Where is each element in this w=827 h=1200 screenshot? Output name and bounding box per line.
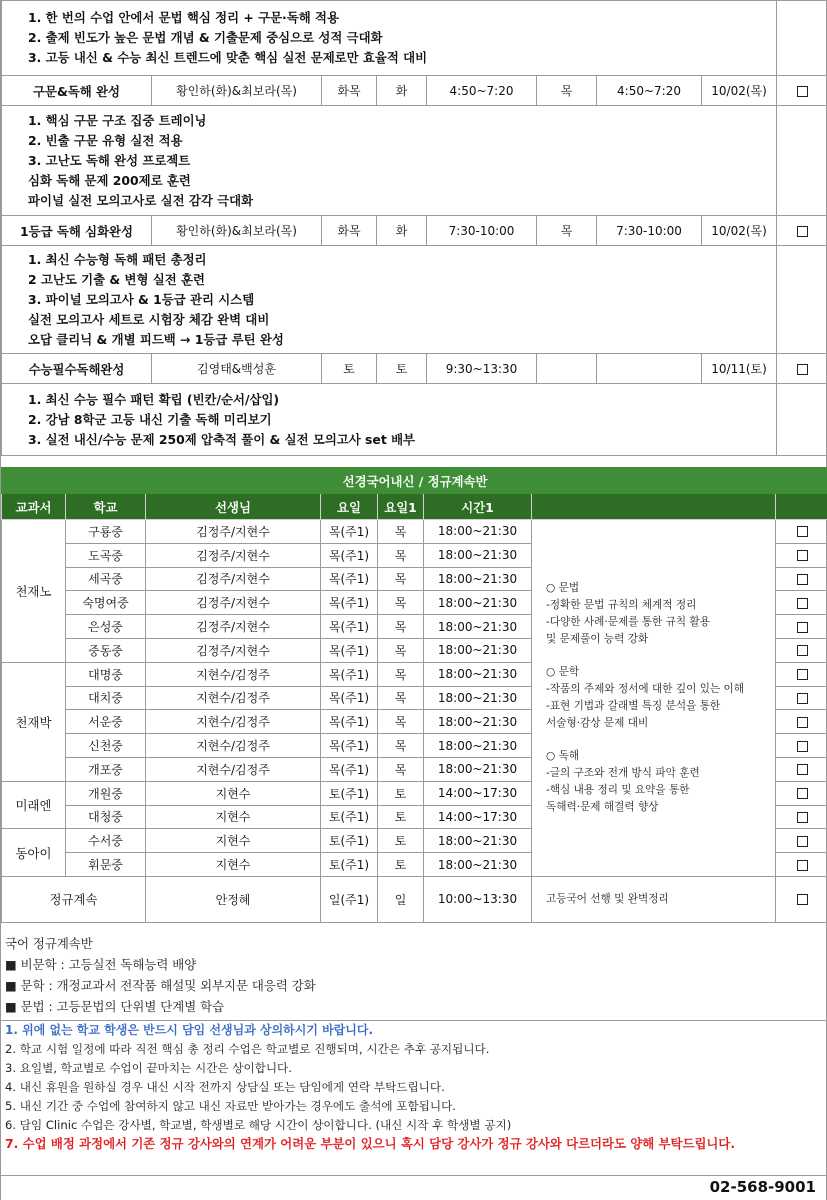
note-line: ○ 독해 bbox=[546, 749, 580, 762]
class-day: 목(주1) bbox=[321, 662, 378, 686]
curriculum-notes bbox=[532, 520, 776, 877]
section-title: 선경국어내신 / 정규계속반 bbox=[2, 468, 827, 494]
course-days: 화목 bbox=[322, 76, 377, 106]
header-textbook: 교과서 bbox=[2, 494, 66, 520]
note-line: -다양한 사례·문제를 통한 규칙 활용 bbox=[546, 615, 710, 628]
course-check-cell bbox=[777, 354, 827, 384]
teacher-name: 지현수/김정주 bbox=[146, 734, 321, 758]
school-name: 중동중 bbox=[66, 638, 146, 662]
checkbox[interactable] bbox=[797, 717, 808, 728]
check-cell bbox=[776, 662, 827, 686]
regular-info-line: ■ 문학 : 개정교과서 전작품 해설및 외부지문 대응력 강화 bbox=[5, 978, 316, 993]
header-note bbox=[532, 494, 776, 520]
course-teacher: 황인하(화)&최보라(목) bbox=[152, 76, 322, 106]
check-cell bbox=[776, 638, 827, 662]
checkbox[interactable] bbox=[797, 364, 808, 375]
class-day1: 목 bbox=[378, 543, 424, 567]
check-cell bbox=[776, 543, 827, 567]
regular-class-name: 정규계속 bbox=[2, 876, 146, 922]
class-day: 목(주1) bbox=[321, 686, 378, 710]
check-cell bbox=[776, 615, 827, 639]
teacher-name: 지현수/김정주 bbox=[146, 757, 321, 781]
empty-cell bbox=[777, 1, 827, 76]
phone-number: 02-568-9001 bbox=[709, 1178, 816, 1196]
checkbox[interactable] bbox=[797, 764, 808, 775]
teacher-name: 김정주/지현수 bbox=[146, 615, 321, 639]
course-start-date: 10/02(목) bbox=[702, 76, 777, 106]
course-teacher: 황인하(화)&최보라(목) bbox=[152, 216, 322, 246]
note-block bbox=[546, 664, 769, 732]
header-school: 학교 bbox=[66, 494, 146, 520]
class-day: 목(주1) bbox=[321, 757, 378, 781]
checkbox[interactable] bbox=[797, 622, 808, 633]
class-day1: 토 bbox=[378, 805, 424, 829]
class-day1: 목 bbox=[378, 710, 424, 734]
checkbox[interactable] bbox=[797, 812, 808, 823]
description-line: 3. 고난도 독해 완성 프로젝트 bbox=[28, 152, 191, 168]
description-line: 파이널 실전 모의고사로 실전 감각 극대화 bbox=[28, 192, 254, 208]
note-line: 서술형·감상 문제 대비 bbox=[546, 716, 649, 729]
empty-cell bbox=[777, 106, 827, 216]
course-description-row bbox=[2, 246, 827, 354]
checkbox[interactable] bbox=[797, 788, 808, 799]
course-check-cell bbox=[777, 216, 827, 246]
class-time: 18:00~21:30 bbox=[424, 543, 532, 567]
checkbox[interactable] bbox=[797, 645, 808, 656]
class-time: 10:00~13:30 bbox=[424, 876, 532, 922]
class-time: 18:00~21:30 bbox=[424, 662, 532, 686]
school-name: 개포중 bbox=[66, 757, 146, 781]
course-day2: 목 bbox=[537, 216, 597, 246]
description-line: 1. 최신 수능 필수 패턴 확립 (빈칸/순서/삽입) bbox=[28, 391, 280, 407]
class-time: 18:00~21:30 bbox=[424, 734, 532, 758]
table-header bbox=[2, 494, 827, 520]
course-teacher: 김영태&백성훈 bbox=[152, 354, 322, 384]
note-line: ○ 문학 bbox=[546, 665, 580, 678]
school-name: 세곡중 bbox=[66, 567, 146, 591]
school-name: 구룡중 bbox=[66, 520, 146, 544]
course-row bbox=[2, 216, 827, 246]
teacher-name: 김정주/지현수 bbox=[146, 567, 321, 591]
checkbox[interactable] bbox=[797, 226, 808, 237]
checkbox[interactable] bbox=[797, 598, 808, 609]
textbook-group: 천재노 bbox=[2, 520, 66, 663]
notices bbox=[1, 1020, 827, 1153]
description-line: 실전 모의고사 세트로 시험장 체감 완벽 대비 bbox=[28, 311, 270, 327]
class-time: 18:00~21:30 bbox=[424, 757, 532, 781]
description-line: 1. 핵심 구문 구조 집중 트레이닝 bbox=[28, 112, 207, 128]
check-cell bbox=[776, 805, 827, 829]
course-title: 구문&독해 완성 bbox=[2, 76, 152, 106]
check-cell bbox=[776, 781, 827, 805]
description-line: 2 고난도 기출 & 변형 실전 훈련 bbox=[28, 271, 205, 287]
school-name: 서운중 bbox=[66, 710, 146, 734]
class-day1: 일 bbox=[378, 876, 424, 922]
checkbox[interactable] bbox=[797, 836, 808, 847]
note-block bbox=[546, 748, 769, 816]
regular-info-title: 국어 정규계속반 bbox=[5, 936, 93, 951]
class-day1: 토 bbox=[378, 829, 424, 853]
course-start-date: 10/11(토) bbox=[702, 354, 777, 384]
course-check-cell bbox=[777, 76, 827, 106]
school-name: 대명중 bbox=[66, 662, 146, 686]
checkbox[interactable] bbox=[797, 693, 808, 704]
class-time: 14:00~17:30 bbox=[424, 781, 532, 805]
class-day: 토(주1) bbox=[321, 853, 378, 877]
class-day: 일(주1) bbox=[321, 876, 378, 922]
course-title: 수능필수독해완성 bbox=[2, 354, 152, 384]
header-check bbox=[776, 494, 827, 520]
class-day: 토(주1) bbox=[321, 829, 378, 853]
note-line: -표현 기법과 갈래별 특징 분석을 통한 bbox=[546, 699, 721, 712]
teacher-name: 지현수 bbox=[146, 781, 321, 805]
checkbox[interactable] bbox=[797, 574, 808, 585]
description-line: 2. 강남 8학군 고등 내신 기출 독해 미리보기 bbox=[28, 411, 272, 427]
checkbox[interactable] bbox=[797, 894, 808, 905]
textbook-group: 동아이 bbox=[2, 829, 66, 877]
class-day: 토(주1) bbox=[321, 805, 378, 829]
regular-class-row bbox=[2, 876, 827, 922]
class-day1: 목 bbox=[378, 638, 424, 662]
class-day1: 목 bbox=[378, 591, 424, 615]
textbook-group: 천재박 bbox=[2, 662, 66, 781]
check-cell bbox=[776, 686, 827, 710]
check-cell bbox=[776, 853, 827, 877]
course-time2 bbox=[597, 354, 702, 384]
regular-info bbox=[1, 933, 827, 1017]
check-cell bbox=[776, 829, 827, 853]
checkbox[interactable] bbox=[797, 86, 808, 97]
teacher-name: 안정혜 bbox=[146, 876, 321, 922]
note-line: 및 문제풀이 능력 강화 bbox=[546, 632, 649, 645]
class-time: 18:00~21:30 bbox=[424, 567, 532, 591]
teacher-name: 지현수/김정주 bbox=[146, 710, 321, 734]
course-title: 1등급 독해 심화완성 bbox=[2, 216, 152, 246]
divider bbox=[1, 1175, 827, 1176]
class-day: 토(주1) bbox=[321, 781, 378, 805]
regular-info-line: ■ 문법 : 고등문법의 단위별 단계별 학습 bbox=[5, 999, 225, 1014]
notice-item-warning: 7. 수업 배정 과정에서 기존 정규 강사와의 연계가 어려운 부분이 있으니 혹시 담당 강사가 정규 강사와 다르더라도 양해 부탁드립니다. bbox=[5, 1136, 736, 1151]
notice-item: 4. 내신 휴원을 원하실 경우 내신 시작 전까지 상담실 또는 담임에게 연락 부탁드립니다. bbox=[5, 1080, 445, 1094]
class-time: 18:00~21:30 bbox=[424, 638, 532, 662]
check-cell bbox=[776, 734, 827, 758]
course-time2: 7:30-10:00 bbox=[597, 216, 702, 246]
class-day: 목(주1) bbox=[321, 710, 378, 734]
class-time: 18:00~21:30 bbox=[424, 829, 532, 853]
course-table bbox=[1, 0, 827, 456]
teacher-name: 지현수/김정주 bbox=[146, 662, 321, 686]
note-block bbox=[546, 580, 769, 648]
school-name: 수서중 bbox=[66, 829, 146, 853]
textbook-group: 미래엔 bbox=[2, 781, 66, 829]
course-description-row bbox=[2, 106, 827, 216]
teacher-name: 김정주/지현수 bbox=[146, 520, 321, 544]
header-teacher: 선생님 bbox=[146, 494, 321, 520]
course-time2: 4:50~7:20 bbox=[597, 76, 702, 106]
notice-item: 1. 위에 없는 학교 학생은 반드시 담임 선생님과 상의하시기 바랍니다. bbox=[5, 1023, 374, 1037]
header-time1: 시간1 bbox=[424, 494, 532, 520]
school-name: 신천중 bbox=[66, 734, 146, 758]
notice-item: 6. 담임 Clinic 수업은 강사별, 학교별, 학생별로 해당 시간이 상이합니다. (내신 시작 후 학생별 공지) bbox=[5, 1118, 512, 1132]
course-description bbox=[2, 246, 777, 354]
course-time1: 9:30~13:30 bbox=[427, 354, 537, 384]
teacher-name: 김정주/지현수 bbox=[146, 543, 321, 567]
description-line: 심화 독해 문제 200제로 훈련 bbox=[28, 172, 191, 188]
empty-cell bbox=[777, 384, 827, 456]
checkbox[interactable] bbox=[797, 669, 808, 680]
class-time: 14:00~17:30 bbox=[424, 805, 532, 829]
course-time1: 4:50~7:20 bbox=[427, 76, 537, 106]
school-name: 은성중 bbox=[66, 615, 146, 639]
course-day1: 화 bbox=[377, 216, 427, 246]
school-name: 숙명여중 bbox=[66, 591, 146, 615]
check-cell bbox=[776, 757, 827, 781]
course-description: 1. 한 번의 수업 안에서 문법 핵심 정리 + 구문·독해 적용 2. 출제 빈도가 높은 문법 개념 & 기출문제 중심으로 성적 극대화 3. 고등 내신 & 수능 최신 트렌드에 맞춘 핵심 실전 문제로만 효율적 대비 bbox=[2, 1, 777, 76]
description-line: 2. 빈출 구문 유형 실전 적용 bbox=[28, 132, 183, 148]
teacher-name: 지현수/김정주 bbox=[146, 686, 321, 710]
note-line: -작품의 주제와 정서에 대한 깊이 있는 이해 bbox=[546, 682, 744, 695]
empty-cell bbox=[777, 246, 827, 354]
course-description bbox=[2, 106, 777, 216]
course-row bbox=[2, 76, 827, 106]
school-name: 휘문중 bbox=[66, 853, 146, 877]
class-day1: 토 bbox=[378, 781, 424, 805]
course-days: 화목 bbox=[322, 216, 377, 246]
course-day2: 목 bbox=[537, 76, 597, 106]
class-day: 목(주1) bbox=[321, 638, 378, 662]
note-line: -글의 구조와 전개 방식 파악 훈련 bbox=[546, 766, 700, 779]
course-day1: 토 bbox=[377, 354, 427, 384]
notice-item: 3. 요일별, 학교별로 수업이 끝마치는 시간은 상이합니다. bbox=[5, 1061, 292, 1075]
regular-note: 고등국어 선행 및 완벽정리 bbox=[532, 876, 776, 922]
class-day1: 목 bbox=[378, 686, 424, 710]
description-line: 3. 파이널 모의고사 & 1등급 관리 시스템 bbox=[28, 291, 255, 307]
class-day: 목(주1) bbox=[321, 567, 378, 591]
class-day: 목(주1) bbox=[321, 520, 378, 544]
course-day1: 화 bbox=[377, 76, 427, 106]
school-name: 대청중 bbox=[66, 805, 146, 829]
class-day1: 토 bbox=[378, 853, 424, 877]
teacher-name: 김정주/지현수 bbox=[146, 638, 321, 662]
class-time: 18:00~21:30 bbox=[424, 615, 532, 639]
checkbox[interactable] bbox=[797, 741, 808, 752]
course-row bbox=[2, 354, 827, 384]
class-time: 18:00~21:30 bbox=[424, 686, 532, 710]
class-time: 18:00~21:30 bbox=[424, 520, 532, 544]
header-day1: 요일1 bbox=[378, 494, 424, 520]
check-cell bbox=[776, 710, 827, 734]
course-day2 bbox=[537, 354, 597, 384]
class-time: 18:00~21:30 bbox=[424, 591, 532, 615]
description-line: 1. 최신 수능형 독해 패턴 총정리 bbox=[28, 251, 207, 267]
note-line: ○ 문법 bbox=[546, 581, 580, 594]
course-days: 토 bbox=[322, 354, 377, 384]
teacher-name: 지현수 bbox=[146, 805, 321, 829]
checkbox[interactable] bbox=[797, 526, 808, 537]
class-time: 18:00~21:30 bbox=[424, 710, 532, 734]
notice-item: 5. 내신 기간 중 수업에 참여하지 않고 내신 자료만 받아가는 경우에도 출석에 포함됩니다. bbox=[5, 1099, 456, 1113]
teacher-name: 지현수 bbox=[146, 853, 321, 877]
note-line: -정확한 문법 규칙의 체계적 정리 bbox=[546, 598, 697, 611]
class-day1: 목 bbox=[378, 734, 424, 758]
description-line: 3. 실전 내신/수능 문제 250제 압축적 풀이 & 실전 모의고사 set 배부 bbox=[28, 431, 416, 447]
course-time1: 7:30-10:00 bbox=[427, 216, 537, 246]
class-day: 목(주1) bbox=[321, 543, 378, 567]
notice-item: 2. 학교 시험 일정에 따라 직전 핵심 총 정리 수업은 학교별로 진행되며, 시간은 추후 공지됩니다. bbox=[5, 1042, 490, 1056]
teacher-name: 지현수 bbox=[146, 829, 321, 853]
check-cell bbox=[776, 591, 827, 615]
school-name: 개원중 bbox=[66, 781, 146, 805]
class-day1: 목 bbox=[378, 662, 424, 686]
course-description bbox=[2, 384, 777, 456]
course-start-date: 10/02(목) bbox=[702, 216, 777, 246]
note-line: 독해력·문제 해결력 향상 bbox=[546, 800, 659, 813]
class-time: 18:00~21:30 bbox=[424, 853, 532, 877]
header-day: 요일 bbox=[321, 494, 378, 520]
class-day: 목(주1) bbox=[321, 615, 378, 639]
korean-table bbox=[1, 467, 827, 923]
school-name: 도곡중 bbox=[66, 543, 146, 567]
class-day: 목(주1) bbox=[321, 734, 378, 758]
teacher-name: 김정주/지현수 bbox=[146, 591, 321, 615]
course-description-row bbox=[2, 384, 827, 456]
description-line: 오답 클리닉 & 개별 피드백 → 1등급 루틴 완성 bbox=[28, 331, 284, 347]
class-day1: 목 bbox=[378, 520, 424, 544]
class-day1: 목 bbox=[378, 615, 424, 639]
class-day1: 목 bbox=[378, 757, 424, 781]
school-row bbox=[2, 520, 827, 544]
checkbox[interactable] bbox=[797, 860, 808, 871]
regular-info-line: ■ 비문학 : 고등실전 독해능력 배양 bbox=[5, 957, 197, 972]
check-cell bbox=[776, 876, 827, 922]
school-name: 대치중 bbox=[66, 686, 146, 710]
class-day: 목(주1) bbox=[321, 591, 378, 615]
note-line: -핵심 내용 정리 및 요약을 통한 bbox=[546, 783, 690, 796]
checkbox[interactable] bbox=[797, 550, 808, 561]
check-cell bbox=[776, 520, 827, 544]
class-day1: 목 bbox=[378, 567, 424, 591]
check-cell bbox=[776, 567, 827, 591]
